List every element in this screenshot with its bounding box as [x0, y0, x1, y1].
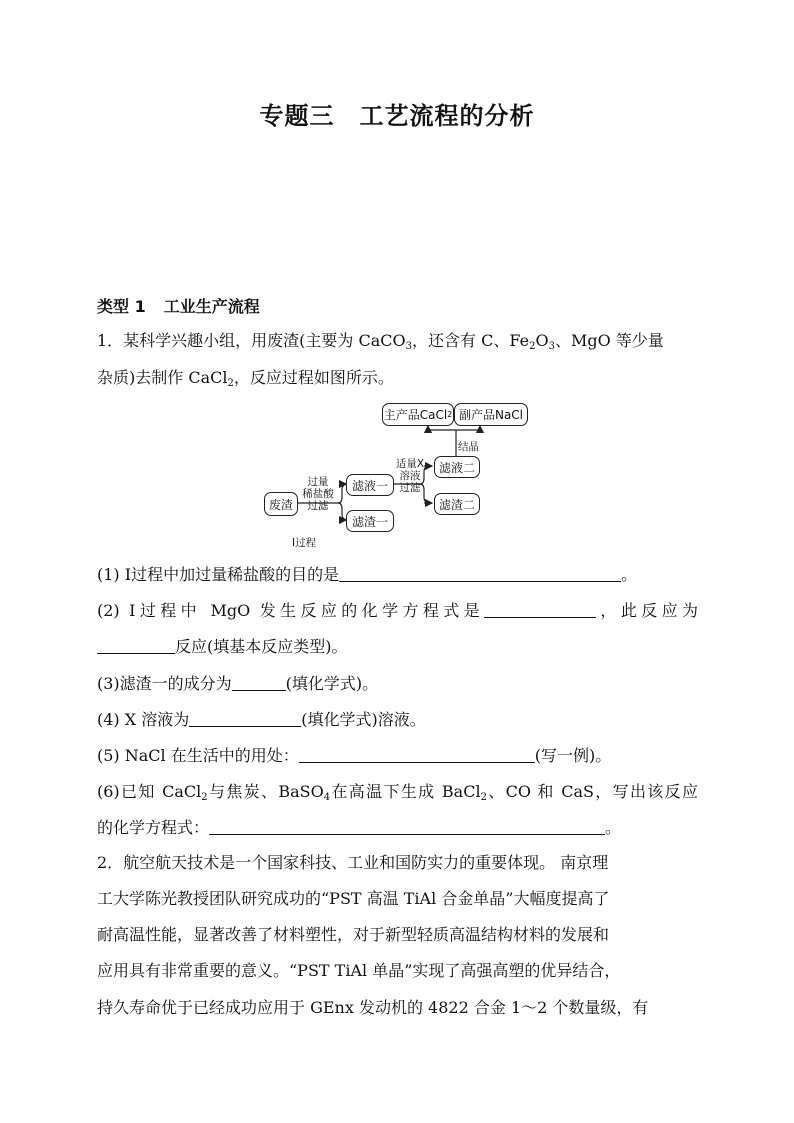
step2-mid: 溶液	[399, 470, 421, 482]
step1-bot: 过滤	[307, 500, 329, 512]
subscript: 2	[480, 792, 487, 803]
filtrate1-box: 滤液一	[346, 474, 394, 496]
text-run: (填化学式)。	[285, 674, 379, 693]
text-run: (1) Ⅰ过程中加过量稀盐酸的目的是	[97, 565, 340, 584]
q1-part3	[97, 674, 698, 694]
subscript: 4	[323, 792, 331, 803]
subscript: 3	[405, 341, 413, 352]
answer-blank[interactable]	[299, 747, 535, 763]
subscript: 3	[548, 341, 555, 352]
step1-mid: 稀盐酸	[302, 488, 334, 500]
process-label: Ⅰ过程	[292, 537, 317, 549]
text-run: (写一例)。	[534, 746, 612, 765]
section-name: 工业生产流程	[163, 297, 260, 316]
q1-part4	[97, 710, 698, 730]
q1-part6-line2	[97, 818, 698, 838]
waste-box: 废渣	[264, 492, 298, 516]
text-run: 。	[621, 565, 638, 584]
step1-labels	[295, 476, 341, 512]
answer-blank[interactable]	[339, 566, 621, 582]
main-product-label: 主产品CaCl	[383, 408, 448, 422]
answer-blank[interactable]	[232, 675, 286, 691]
answer-blank[interactable]	[97, 638, 175, 654]
text-run: 在高温下生成 BaCl	[330, 782, 481, 801]
q2-line4: 应用具有非常重要的意义。“PST TiAl 单晶”实现了高强高塑的优异结合，	[97, 961, 621, 980]
text-run: 1．某科学兴趣小组，用废渣(主要为 CaCO	[97, 331, 406, 350]
q1-part5	[97, 746, 698, 766]
q1-intro-line1	[97, 331, 698, 351]
text-run: 、CO 和 CaS，写出该反应	[486, 782, 698, 801]
q1-part2-line2	[97, 637, 698, 657]
text-run: 、MgO 等少量	[554, 331, 664, 350]
answer-blank[interactable]	[209, 819, 605, 835]
section-heading	[97, 294, 260, 317]
process-flow-diagram	[262, 400, 532, 552]
q1-part1	[97, 565, 698, 585]
text-run: 。	[605, 818, 622, 837]
step2-bot: 过滤	[399, 482, 421, 494]
q2-line1: 2．航空航天技术是一个国家科技、工业和国防实力的重要体现。 南京理	[97, 853, 609, 872]
text-run: 的化学方程式：	[97, 818, 210, 837]
q2-line5: 持久寿命优于已经成功应用于 GEnx 发动机的 4822 合金 1～2 个数量级，有	[97, 998, 649, 1017]
step2-labels	[390, 458, 430, 494]
text-run: 反应(填基本反应类型)。	[175, 637, 348, 656]
text-run: (填化学式)溶液。	[301, 710, 426, 729]
filtrate2-box: 滤液二	[434, 456, 480, 478]
text-run: ，此反应为	[596, 601, 698, 620]
by-product-box: 副产品NaCl	[454, 403, 528, 426]
main-product-box: 主产品CaCl 2	[382, 403, 454, 426]
text-run: (3)滤渣一的成分为	[97, 674, 232, 693]
q2-line3: 耐高温性能，显著改善了材料塑性，对于新型轻质高温结构材料的发展和	[97, 925, 610, 944]
crystal-label: 结晶	[458, 441, 479, 453]
text-run: (6)已知 CaCl	[97, 782, 202, 801]
residue2-box: 滤渣二	[434, 493, 480, 515]
step2-top: 适量X	[395, 458, 425, 470]
subscript: 2	[201, 792, 208, 803]
text-run: 与焦炭、BaSO	[207, 782, 324, 801]
text-run: ，还含有 C、Fe	[412, 331, 530, 350]
text-run: (2) Ⅰ过程中 MgO 发生反应的化学方程式是	[97, 601, 485, 620]
q1-intro-line2	[97, 368, 698, 388]
answer-blank[interactable]	[484, 602, 596, 618]
text-run: ，反应过程如图所示。	[233, 368, 394, 387]
step1-top: 过量	[307, 476, 329, 488]
residue1-box: 滤渣一	[346, 510, 394, 532]
answer-blank[interactable]	[189, 711, 301, 727]
q1-part6	[97, 782, 698, 802]
text-run: (5) NaCl 在生活中的用处：	[97, 746, 299, 765]
section-label: 类型 1	[97, 297, 146, 316]
page-title: 专题三 工艺流程的分析	[259, 102, 535, 130]
text-run: 杂质)去制作 CaCl	[97, 368, 228, 387]
q2-line2: 工大学陈光教授团队研究成功的“PST 高温 TiAl 合金单晶”大幅度提高了	[97, 889, 610, 908]
q1-part2	[97, 601, 698, 621]
text-run: (4) X 溶液为	[97, 710, 190, 729]
text-run: O	[535, 331, 549, 350]
subscript: 2	[529, 341, 536, 352]
subscript: 2	[227, 378, 234, 389]
